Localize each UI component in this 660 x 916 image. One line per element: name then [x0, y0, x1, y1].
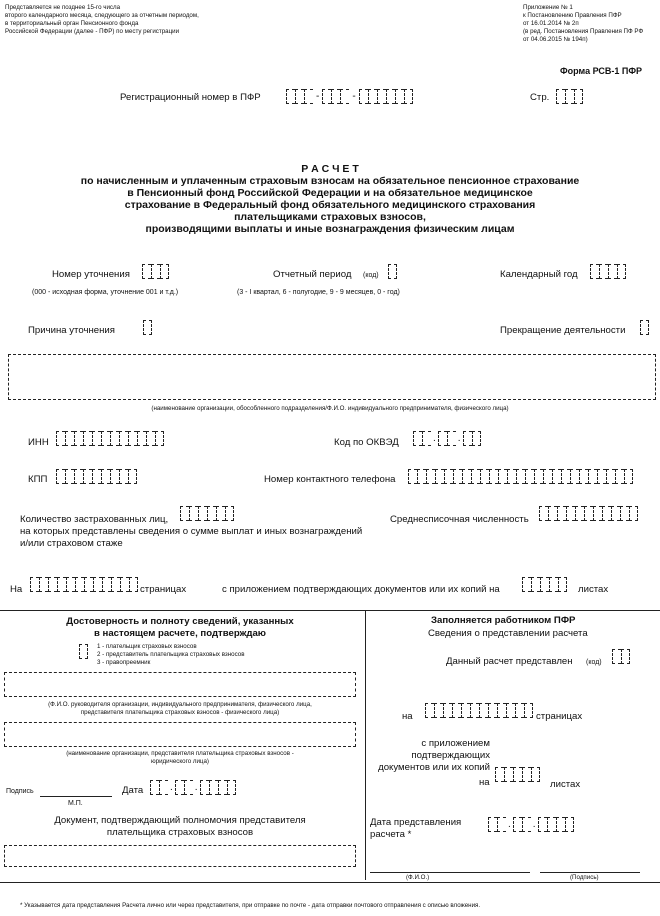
title-line: производящими выплаты и иные вознаграждения физическим лицам — [145, 223, 515, 235]
kpp-field[interactable] — [56, 469, 137, 484]
report-period-label: Отчетный период — [273, 269, 352, 280]
pfr-fio-line[interactable] — [370, 872, 530, 873]
presented-label: Данный расчет представлен — [446, 656, 573, 667]
sheets-label: листах — [578, 584, 609, 595]
signer-fio-caption-line: представителя плательщика страховых взносов - физического лица) — [80, 709, 280, 716]
submission-note-line: Российской Федерации (далее - ПФР) по месту регистрации — [5, 28, 180, 35]
signer-fio-caption-line: (Ф.И.О. руководителя организации, индивидуального предпринимателя, физического лица, — [48, 701, 312, 708]
representative-org-field[interactable] — [4, 722, 356, 747]
reg-number-label: Регистрационный номер в ПФР — [120, 92, 261, 103]
signer-option: 2 - представитель плательщика страховых взносов — [97, 651, 245, 658]
report-period-field[interactable] — [388, 264, 397, 279]
avg-headcount-field[interactable] — [539, 506, 638, 521]
org-name-caption: (наименование организации, обособленного подразделения/Ф.И.О. индивидуального предпринимателя, физического лица) — [151, 405, 509, 412]
appendix-note-line: от 04.06.2015 № 194п) — [523, 36, 588, 43]
correction-reason-field[interactable] — [143, 320, 152, 335]
section-divider — [0, 610, 660, 611]
signer-option: 3 - правопреемник — [97, 659, 151, 666]
date-label: Дата — [122, 785, 144, 796]
title-line: по начисленным и уплаченным страховым взносам на обязательное пенсионное страхование — [80, 175, 580, 187]
mp-label: М.П. — [68, 800, 83, 807]
signer-type-field[interactable] — [79, 644, 88, 659]
pfr-attachments-on-label: на — [479, 777, 490, 788]
appendix-note-line: (в ред. Постановления Правления ПФ РФ — [523, 28, 644, 35]
attachments-count-field[interactable] — [522, 577, 567, 592]
avg-headcount-label: Среднесписочная численность — [390, 514, 529, 525]
pfr-attachments-line: документов или их копий — [378, 762, 490, 773]
signer-option: 1 - плательщик страховых взносов — [97, 643, 197, 650]
appendix-note-line: к Постановлению Правления ПФР — [523, 12, 622, 19]
okved-field[interactable]: . . — [413, 431, 481, 446]
authority-document-line: плательщика страховых взносов — [106, 827, 254, 838]
authority-document-title — [0, 815, 360, 839]
calendar-year-label: Календарный год — [500, 269, 578, 280]
correction-number-hint: (000 - исходная форма, уточнение 001 и т.д.) — [32, 289, 179, 296]
insured-count-line: Количество застрахованных лиц, — [20, 514, 169, 525]
pfr-section-title: Заполняется работником ПФР — [431, 615, 576, 626]
title-line: страхование в Федеральный фонд обязательного медицинского страхования — [124, 199, 536, 211]
authority-document-line: Документ, подтверждающий полномочия представителя — [54, 815, 306, 826]
pfr-pages-label: страницах — [536, 711, 583, 722]
kpp-label: КПП — [28, 474, 48, 485]
phone-label: Номер контактного телефона — [264, 474, 396, 485]
signer-type-options — [97, 643, 245, 667]
phone-field[interactable] — [408, 469, 633, 484]
pfr-attachments-label — [370, 738, 490, 774]
signature-label: Подпись — [6, 788, 34, 795]
activity-termination-label: Прекращение деятельности — [500, 325, 626, 336]
pfr-signature-line[interactable] — [540, 872, 640, 873]
submission-date-line: расчета * — [370, 829, 412, 840]
confirmation-title — [0, 616, 360, 640]
submission-note-line: Представляется не позднее 15-го числа — [5, 4, 121, 11]
submission-note-line: второго календарного месяца, следующего за отчетным периодом, — [5, 12, 199, 19]
pfr-signature-caption: (Подпись) — [570, 874, 599, 881]
pfr-attachments-line: подтверждающих — [411, 750, 490, 761]
reg-number-field[interactable]: - - — [286, 89, 413, 104]
inn-field[interactable] — [56, 431, 164, 446]
calendar-year-field[interactable] — [590, 264, 626, 279]
bottom-divider — [0, 882, 660, 883]
confirmation-title-line: в настоящем расчете, подтверждаю — [93, 628, 266, 639]
signer-fio-field[interactable] — [4, 672, 356, 697]
submission-date-field[interactable]: . . — [488, 817, 574, 832]
page-label: Стр. — [530, 92, 550, 103]
signer-fio-caption — [0, 701, 360, 717]
report-period-code: (код) — [363, 272, 379, 279]
representative-org-caption — [0, 750, 360, 766]
page-number-field[interactable] — [556, 89, 583, 104]
pfr-pages-on-label: на — [402, 711, 413, 722]
pfr-pages-field[interactable] — [425, 703, 533, 718]
signing-date-field[interactable]: . . — [150, 780, 236, 795]
pages-suffix: страницах — [140, 584, 187, 595]
submission-date-label — [370, 817, 461, 841]
footnote: * Указывается дата представления Расчета лично или через представителя, при отправке по почте - дата отправки почтового отправления с описью вложения. — [20, 902, 481, 909]
form-name: Форма РСВ-1 ПФР — [560, 66, 643, 76]
pages-prefix: На — [10, 584, 23, 595]
attachments-label: с приложением подтверждающих документов или их копий на — [222, 584, 500, 595]
submission-note — [5, 4, 199, 36]
correction-number-label: Номер уточнения — [52, 269, 130, 280]
pfr-fio-caption: (Ф.И.О.) — [406, 874, 430, 881]
appendix-note — [523, 4, 643, 44]
appendix-note-line: Приложение № 1 — [523, 4, 573, 11]
pfr-section-subtitle: Сведения о представлении расчета — [428, 628, 588, 639]
correction-number-field[interactable] — [142, 264, 169, 279]
pfr-sheets-label: листах — [550, 779, 581, 790]
activity-termination-field[interactable] — [640, 320, 649, 335]
form-title — [0, 163, 660, 235]
title-word: Р А С Ч Е Т — [301, 163, 359, 175]
presented-code-field[interactable] — [612, 649, 630, 664]
submission-note-line: в территориальный орган Пенсионного фонда — [5, 20, 139, 27]
insured-count-field[interactable] — [180, 506, 234, 521]
insured-count-line: и/или страховом стаже — [20, 538, 123, 549]
appendix-note-line: от 16.01.2014 № 2п — [523, 20, 579, 27]
pfr-attachments-field[interactable] — [495, 767, 540, 782]
org-name-field[interactable] — [8, 354, 656, 400]
submission-date-line: Дата представления — [370, 817, 462, 828]
title-line: плательщиками страховых взносов, — [234, 211, 426, 223]
okved-label: Код по ОКВЭД — [334, 437, 399, 448]
pages-count-field[interactable] — [30, 577, 138, 592]
insured-count-line: на которых представлены сведения о сумме выплат и иных вознаграждений — [20, 526, 363, 537]
pfr-attachments-line: с приложением — [421, 738, 490, 749]
inn-label: ИНН — [28, 437, 49, 448]
confirmation-title-line: Достоверность и полноту сведений, указанных — [66, 616, 294, 627]
presented-code-label: (код) — [586, 659, 602, 666]
column-divider — [365, 610, 366, 880]
report-period-hint: (3 - I квартал, 6 - полугодие, 9 - 9 месяцев, 0 - год) — [237, 289, 400, 296]
representative-org-caption-line: юридического лица) — [151, 758, 209, 765]
authority-document-field[interactable] — [4, 845, 356, 867]
representative-org-caption-line: (наименование организации, представителя плательщика страховых взносов - — [66, 750, 294, 757]
signature-line[interactable] — [40, 796, 112, 797]
correction-reason-label: Причина уточнения — [28, 325, 115, 336]
title-line: в Пенсионный фонд Российской Федерации и на обязательное медицинское — [127, 187, 533, 199]
